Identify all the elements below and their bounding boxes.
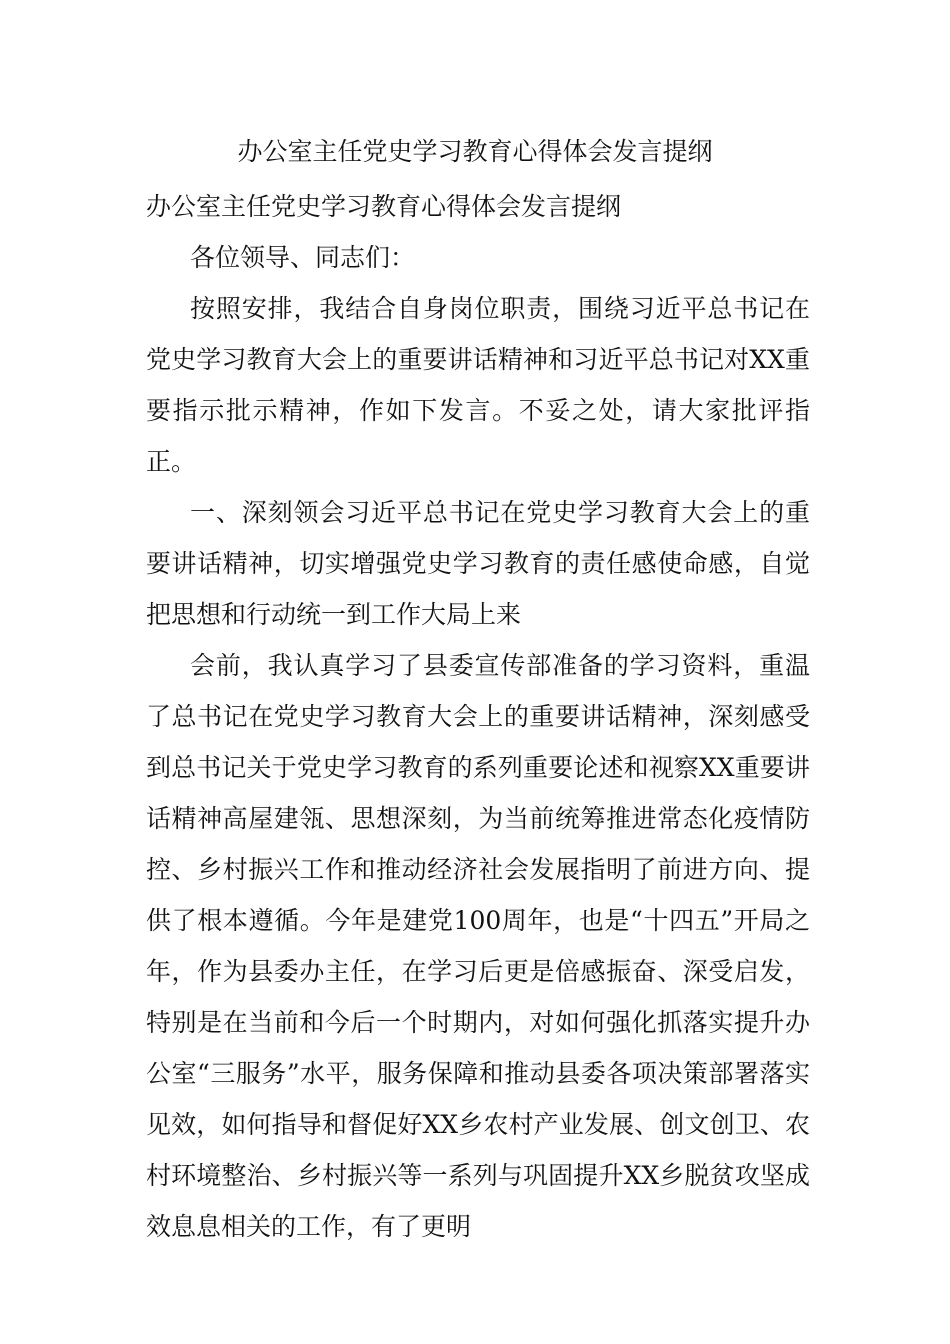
- section-heading-one: 一、深刻领会习近平总书记在党史学习教育大会上的重要讲话精神，切实增强党史学习教育的责任感使命感，自觉把思想和行动统一到工作大局上来: [146, 498, 810, 629]
- intro-paragraph: 按照安排，我结合自身岗位职责，围绕习近平总书记在党史学习教育大会上的重要讲话精神和习近平总书记对XX重要指示批示精神，作如下发言。不妥之处，请大家批评指正。: [146, 294, 810, 476]
- document-title: 办公室主任党史学习教育心得体会发言提纲: [237, 137, 713, 166]
- body-paragraph: 会前，我认真学习了县委宣传部准备的学习资料，重温了总书记在党史学习教育大会上的重要讲话精神，深刻感受到总书记关于党史学习教育的系列重要论述和视察XX重要讲话精神高屋建瓴、思想深刻，为当前统筹推进常态化疫情防控、乡村振兴工作和推动经济社会发展指明了前进方向、提供了根本遵循。今年是建党100周年，也是“十四五”开局之年，作为县委办主任，在学习后更是倍感振奋、深受启发，特别是在当前和今后一个时期内，对如何强化抓落实提升办公室“三服务”水平，服务保障和推动县委各项决策部署落实见效，如何指导和督促好XX乡农村产业发展、创文创卫、农村环境整治、乡村振兴等一系列与巩固提升XX乡脱贫攻坚成效息息相关的工作，有了更明: [146, 651, 810, 1241]
- document-subtitle: 办公室主任党史学习教育心得体会发言提纲: [146, 192, 622, 221]
- document-body: [146, 181, 810, 1252]
- salutation-paragraph: 各位领导、同志们：: [190, 243, 416, 272]
